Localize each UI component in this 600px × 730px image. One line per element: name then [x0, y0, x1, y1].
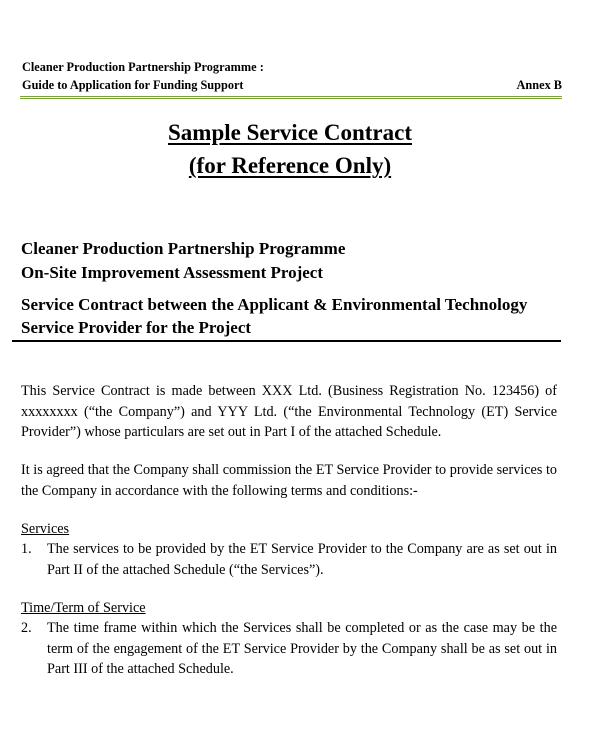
annex-label: Annex B	[516, 78, 562, 92]
contract-heading: Service Contract between the Applicant & Environmental Technology Service Provider for the Project	[21, 295, 528, 337]
doc-header-programme: Cleaner Production Partnership Programme :	[22, 60, 264, 74]
contract-subtitle-text: (for Reference Only)	[188, 153, 392, 178]
clause-1-number: 1.	[21, 541, 32, 557]
header-rule	[20, 96, 562, 99]
project-heading: On-Site Improvement Assessment Project	[21, 263, 324, 282]
contract-title	[0, 119, 580, 146]
intro-paragraph: This Service Contract is made between XXX Ltd. (Business Registration No. 123456) of xxxxxxxx (“the Company”) and YYY Ltd. (“the Environmental Technology (ET) Service Provider”) whose particulars are set out in Part I of the attached Schedule.	[21, 383, 557, 440]
clause-1-text: The services to be provided by the ET Service Provider to the Company are as set out in Part II of the attached Schedule (“the Services”).	[47, 541, 557, 578]
services-heading: Services	[21, 521, 70, 537]
clause-2-number: 2.	[21, 620, 32, 636]
clause-2	[21, 618, 557, 680]
section-rule	[12, 340, 561, 342]
clause-1	[21, 539, 557, 580]
agreement-paragraph: It is agreed that the Company shall commission the ET Service Provider to provide services to the Company in accordance with the following terms and conditions:-	[21, 462, 557, 499]
contract-title-text: Sample Service Contract	[168, 120, 412, 145]
doc-header-row	[22, 78, 562, 93]
term-heading: Time/Term of Service	[21, 600, 146, 616]
programme-heading: Cleaner Production Partnership Programme	[21, 239, 346, 258]
contract-subtitle	[0, 152, 580, 179]
doc-header-guide: Guide to Application for Funding Support	[22, 78, 244, 92]
clause-2-text: The time frame within which the Services shall be completed or as the case may be the term of the engagement of the ET Service Provider by the Company shall be as set out in Part III of the attached Schedule.	[47, 620, 557, 677]
